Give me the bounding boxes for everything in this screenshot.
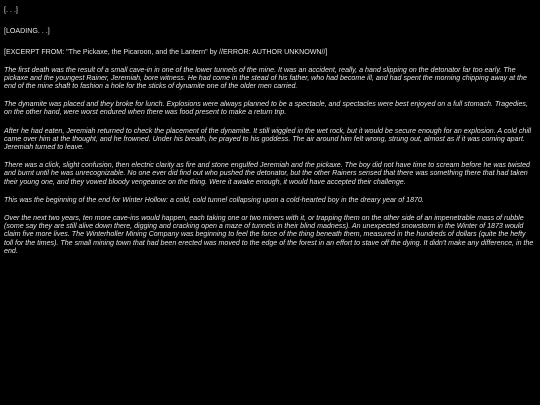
status-line-loading: [LOADING. . .]	[4, 27, 50, 36]
story-paragraph: This was the beginning of the end for Winter Hollow: a cold, cold tunnel collapsing upon a cold-hearted boy in the dreary year of 1870.	[4, 195, 424, 204]
story-paragraph: The first death was the result of a small cave-in in one of the lower tunnels of the mine. It was an accident, really, a hand slipping on the detonator far too early. The pickaxe and the youngest Rainer, Jeremiah, bore witness. He had come in the stead of his father, who had become ill, and had spent the morning chipping away at the end of the mine shaft to fashion a hole for the sticks of dynamite one of the older men carried.	[4, 65, 527, 91]
story-paragraph: Over the next two years, ten more cave-ins would happen, each taking one or two miners with it, or trapping them on the other side of an impenetrable mass of rubble (some say they are still alive down there, digging and cracking open a maze of tunnels in their blind madness). An unexpected snowstorm in the Winter of 1873 would claim five more lives. The Winterholler Mining Company was beginning to feel the force of the thing beneath them, measured in the hundreds of dollars (quite the hefty toll for the times). The small mining town that had been erected was moved to the edge of the forest in an effort to stave off the dying. It didn't make any difference, in the end.	[4, 214, 534, 255]
excerpt-header: [EXCERPT FROM: "The Pickaxe, the Picaroon, and the Lantern" by //ERROR: AUTHOR UNKNOWN//]	[4, 48, 328, 57]
status-line-ellipsis: [. . .]	[4, 6, 18, 14]
story-paragraph: The dynamite was placed and they broke for lunch. Explosions were always planned to be a spectacle, and spectacles were best enjoyed on a full stomach. Tragedies, on the other hand, were worst endured when there was food present to make a return trip.	[4, 100, 528, 117]
story-paragraph: After he had eaten, Jeremiah returned to check the placement of the dynamite. It still wiggled in the wet rock, but it would be secure enough for an explosion. A cold chill came over him at the thought, and he frowned. Under his breath, he prayed to his goddess. The air around him felt wrong, strung out, almost as if it was coming apart. Jeremiah turned to leave.	[4, 126, 532, 152]
story-paragraph: There was a click, slight confusion, then electric clarity as fire and stone engulfed Jeremiah and the pickaxe. The boy did not have time to scream before he was twisted and burnt until he was unrecognizable. No one ever did find out who pushed the detonator, but the other Rainers sensed that there was something there that had taken their young one, and they vowed bloody vengeance on the thing. Were it awake enough, it would have accepted their challenge.	[4, 161, 530, 186]
story-excerpt	[4, 66, 536, 255]
